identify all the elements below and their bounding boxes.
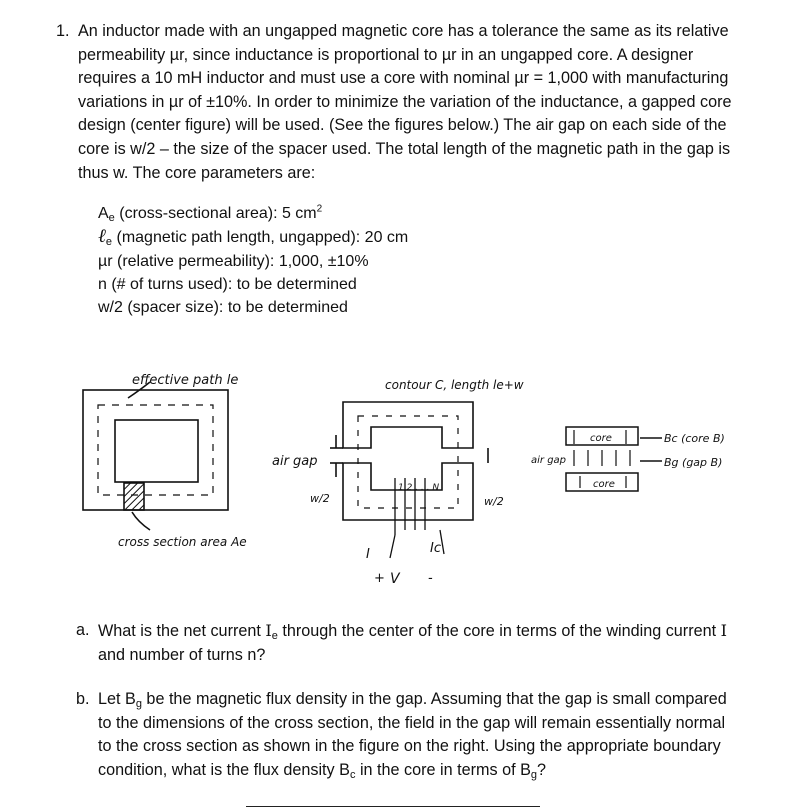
label-core-bottom: core (593, 479, 615, 490)
field-pointers (640, 438, 662, 461)
label-cross-section: cross section area Ae (118, 535, 247, 549)
core-outline-outer (83, 390, 228, 510)
param-n: n (# of turns used): to be determined (98, 275, 357, 293)
question-a: a. What is the net current $I_e$ through the center of the core in terms of the winding current I and number of turns n? (76, 621, 727, 664)
question-b: b. Let $B_g$ be the magnetic flux density in the gap. Assuming that the gap is small compared to the dimensions of the cross section, the field in the gap will remain essentially normal to the cross section as shown in the figure on the right. Using the appropriate boundary condition, what is the flux density $B_c$ in the core in terms of $B_g$? (76, 690, 727, 781)
label-right-air-gap: air gap (531, 455, 567, 466)
label-core-top: core (590, 433, 612, 444)
core-figures (0, 330, 804, 590)
problem-intro: An inductor made with an ungapped magnetic core has a tolerance the same as its relative permeability µr, since inductance is proportional to µr in an ungapped core. A designer requires a 10 mH inductor and must use a core with nominal µr = 1,000 with manufacturing variations in µr of ±10%. In order to minimize the variation of the inductance, a gapped core design (center figure) will be used. (See the figures below.) The air gap on each side of the core is w/2 – the size of the spacer used. The total length of the magnetic path in the gap is thus w. The core parameters are: (78, 22, 732, 182)
label-bc: Bc (core B) (664, 432, 725, 445)
label-voltage: V (390, 571, 400, 587)
label-effective-path: effective path le (132, 373, 239, 388)
label-w2-left: w/2 (310, 492, 330, 505)
core-window (115, 420, 198, 482)
label-contour: contour C, length le+w (385, 378, 524, 392)
answer-line (246, 806, 540, 807)
label-turn-numbers: 1 2 . . . N (398, 483, 440, 493)
label-current-i: I (366, 547, 370, 562)
question-a-label: a. (76, 621, 90, 639)
core-parameters (98, 202, 408, 319)
param-mur: µr (relative permeability): 1,000, ±10% (98, 252, 369, 270)
problem-number: 1. (56, 22, 70, 40)
cross-section-pointer (132, 512, 150, 530)
contour-c (358, 416, 458, 508)
core-top-half (343, 402, 473, 448)
label-current-ic: Ic (430, 541, 441, 556)
problem-statement (56, 20, 746, 185)
ungapped-core-figure (83, 382, 228, 530)
gapped-core-figure (330, 402, 488, 558)
cross-section-hatch (124, 483, 144, 510)
label-bg: Bg (gap B) (664, 456, 723, 469)
param-w: w/2 (spacer size): to be determined (98, 299, 348, 317)
label-w2-right: w/2 (484, 495, 504, 508)
param-le: ℓ$_e$ (magnetic path length, ungapped): 20 cm (98, 225, 409, 249)
question-b-label: b. (76, 690, 90, 708)
label-plus: + (374, 571, 385, 586)
label-minus: - (428, 571, 433, 586)
param-ae: $A_e$ (cross-sectional area): 5 $cm^2$ (98, 203, 323, 224)
label-air-gap: air gap (272, 454, 318, 469)
